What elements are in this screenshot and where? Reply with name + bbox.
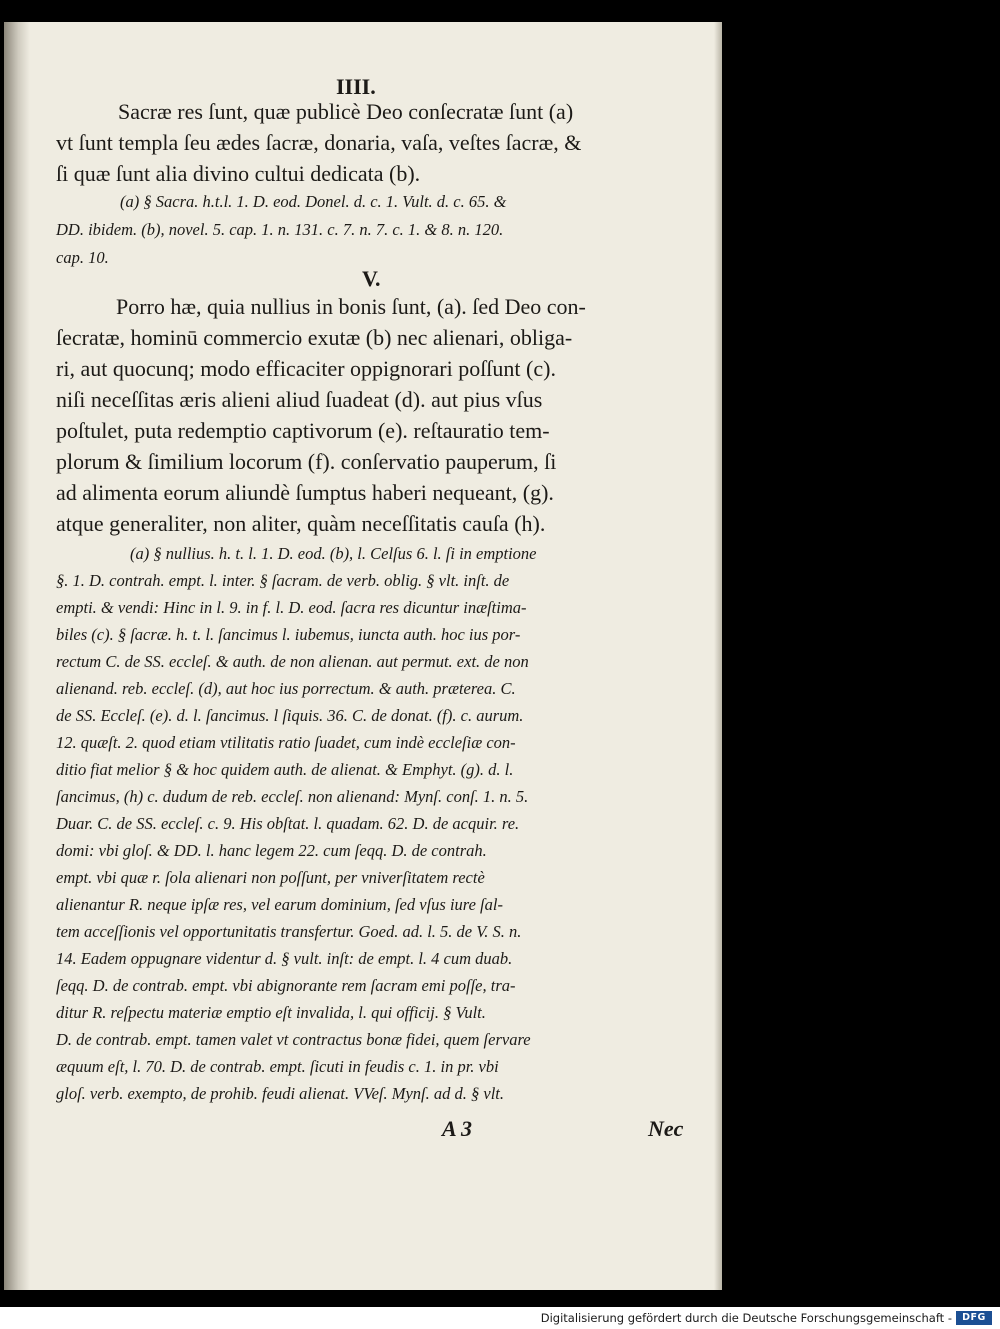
page-right-edge: [714, 22, 722, 1290]
section-5-note-10: ſancimus, (h) c. dudum de reb. eccleſ. non alienand: Mynſ. conſ. 1. n. 5.: [56, 787, 529, 806]
section-5-note-7: de SS. Eccleſ. (e). d. l. ſancimus. l ſiquis. 36. C. de donat. (f). c. aurum.: [56, 706, 524, 725]
section-5-line-6: plorum & ſimilium locorum (f). conſervatio pauperum, ſi: [56, 449, 557, 474]
section-5-note-8: 12. quæſt. 2. quod etiam vtilitatis ratio ſuadet, cum indè eccleſiæ con-: [56, 733, 516, 752]
section-5-note-4: biles (c). § ſacræ. h. t. l. ſancimus l. iubemus, iuncta auth. hoc ius por-: [56, 625, 521, 644]
section-5-note-21: gloſ. verb. exempto, de prohib. feudi alienat. VVeſ. Mynſ. ad d. § vlt.: [56, 1084, 504, 1103]
section-5-line-8: atque generaliter, non aliter, quàm neceſſitatis cauſa (h).: [56, 511, 546, 536]
section-4-line-1: Sacræ res ſunt, quæ publicè Deo conſecratæ ſunt (a): [118, 99, 574, 124]
section-5-line-2: ſecratæ, hominū commercio exutæ (b) nec alienari, obliga-: [56, 325, 573, 350]
section-4-note-1: (a) § Sacra. h.t.l. 1. D. eod. Donel. d. c. 1. Vult. d. c. 65. &: [120, 192, 507, 211]
section-5-note-17: ſeqq. D. de contrab. empt. vbi abignorante rem ſacram emi poſſe, tra-: [56, 976, 516, 995]
section-5-line-3: ri, aut quocunq; modo efficaciter oppignorari poſſunt (c).: [56, 356, 556, 381]
section-5-note-5: rectum C. de SS. eccleſ. & auth. de non alienan. aut permut. ext. de non: [56, 652, 529, 671]
section-4-line-3: ſi quæ ſunt alia divino cultui dedicata (b).: [56, 161, 421, 186]
section-5-note-1: (a) § nullius. h. t. l. 1. D. eod. (b), l. Celſus 6. l. ſi in emptione: [130, 544, 537, 563]
section-5-note-6: alienand. reb. eccleſ. (d), aut hoc ius porrectum. & auth. præterea. C.: [56, 679, 516, 698]
section-5-note-15: tem acceſſionis vel opportunitatis transfertur. Goed. ad. l. 5. de V. S. n.: [56, 922, 522, 941]
section-5-note-2: §. 1. D. contrah. empt. l. inter. § ſacram. de verb. oblig. § vlt. inſt. de: [56, 571, 510, 590]
section-5-note-11: Duar. C. de SS. eccleſ. c. 9. His obſtat. l. quadam. 62. D. de acquir. re.: [56, 814, 520, 833]
footer-credit-text: Digitalisierung gefördert durch die Deutsche Forschungsgemeinschaft -: [540, 1311, 952, 1325]
section-5-note-9: ditio fiat melior § & hoc quidem auth. de alienat. & Emphyt. (g). d. l.: [56, 760, 514, 779]
page-gutter-shadow: [4, 22, 30, 1290]
section-5-heading: V.: [362, 266, 381, 291]
section-4-heading: IIII.: [336, 74, 376, 99]
section-5-note-14: alienantur R. neque ipſæ res, vel earum dominium, ſed vſus iure ſal-: [56, 895, 503, 914]
section-4-note-3: cap. 10.: [56, 248, 109, 267]
book-page: [4, 22, 722, 1290]
section-5-line-5: poſtulet, puta redemptio captivorum (e). reſtauratio tem-: [56, 418, 550, 443]
section-5-line-7: ad alimenta eorum aliundè ſumptus haberi nequeant, (g).: [56, 480, 554, 505]
catchword: Nec: [648, 1116, 684, 1141]
section-5-note-13: empt. vbi quæ r. ſola alienari non poſſunt, per vniverſitatem rectè: [56, 868, 485, 887]
section-5-note-19: D. de contrab. empt. tamen valet vt contractus bonæ fidei, quem ſervare: [56, 1030, 531, 1049]
section-5-note-20: æquum eſt, l. 70. D. de contrab. empt. ſicuti in feudis c. 1. in pr. vbi: [56, 1057, 499, 1076]
section-5-note-16: 14. Eadem oppugnare videntur d. § vult. inſt: de empt. l. 4 cum duab.: [56, 949, 513, 968]
section-5-note-12: domi: vbi gloſ. & DD. l. hanc legem 22. cum ſeqq. D. de contrah.: [56, 841, 487, 860]
section-5-line-1: Porro hæ, quia nullius in bonis ſunt, (a). ſed Deo con-: [116, 294, 586, 319]
signature-mark: A 3: [442, 1116, 472, 1141]
section-5-note-3: empti. & vendi: Hinc in l. 9. in f. l. D. eod. ſacra res dicuntur inæſtima-: [56, 598, 527, 617]
dfg-logo-icon: DFG: [956, 1311, 992, 1325]
section-5-note-18: ditur R. reſpectu materiæ emptio eſt invalida, l. qui officij. § Vult.: [56, 1003, 486, 1022]
section-5-line-4: niſi neceſſitas æris alieni aliud ſuadeat (d). aut pius vſus: [56, 387, 543, 412]
section-4-line-2: vt ſunt templa ſeu ædes ſacræ, donaria, vaſa, veſtes ſacræ, &: [56, 130, 582, 155]
section-4-note-2: DD. ibidem. (b), novel. 5. cap. 1. n. 131. c. 7. n. 7. c. 1. & 8. n. 120.: [56, 220, 504, 239]
footer-bar: [0, 1307, 1000, 1329]
